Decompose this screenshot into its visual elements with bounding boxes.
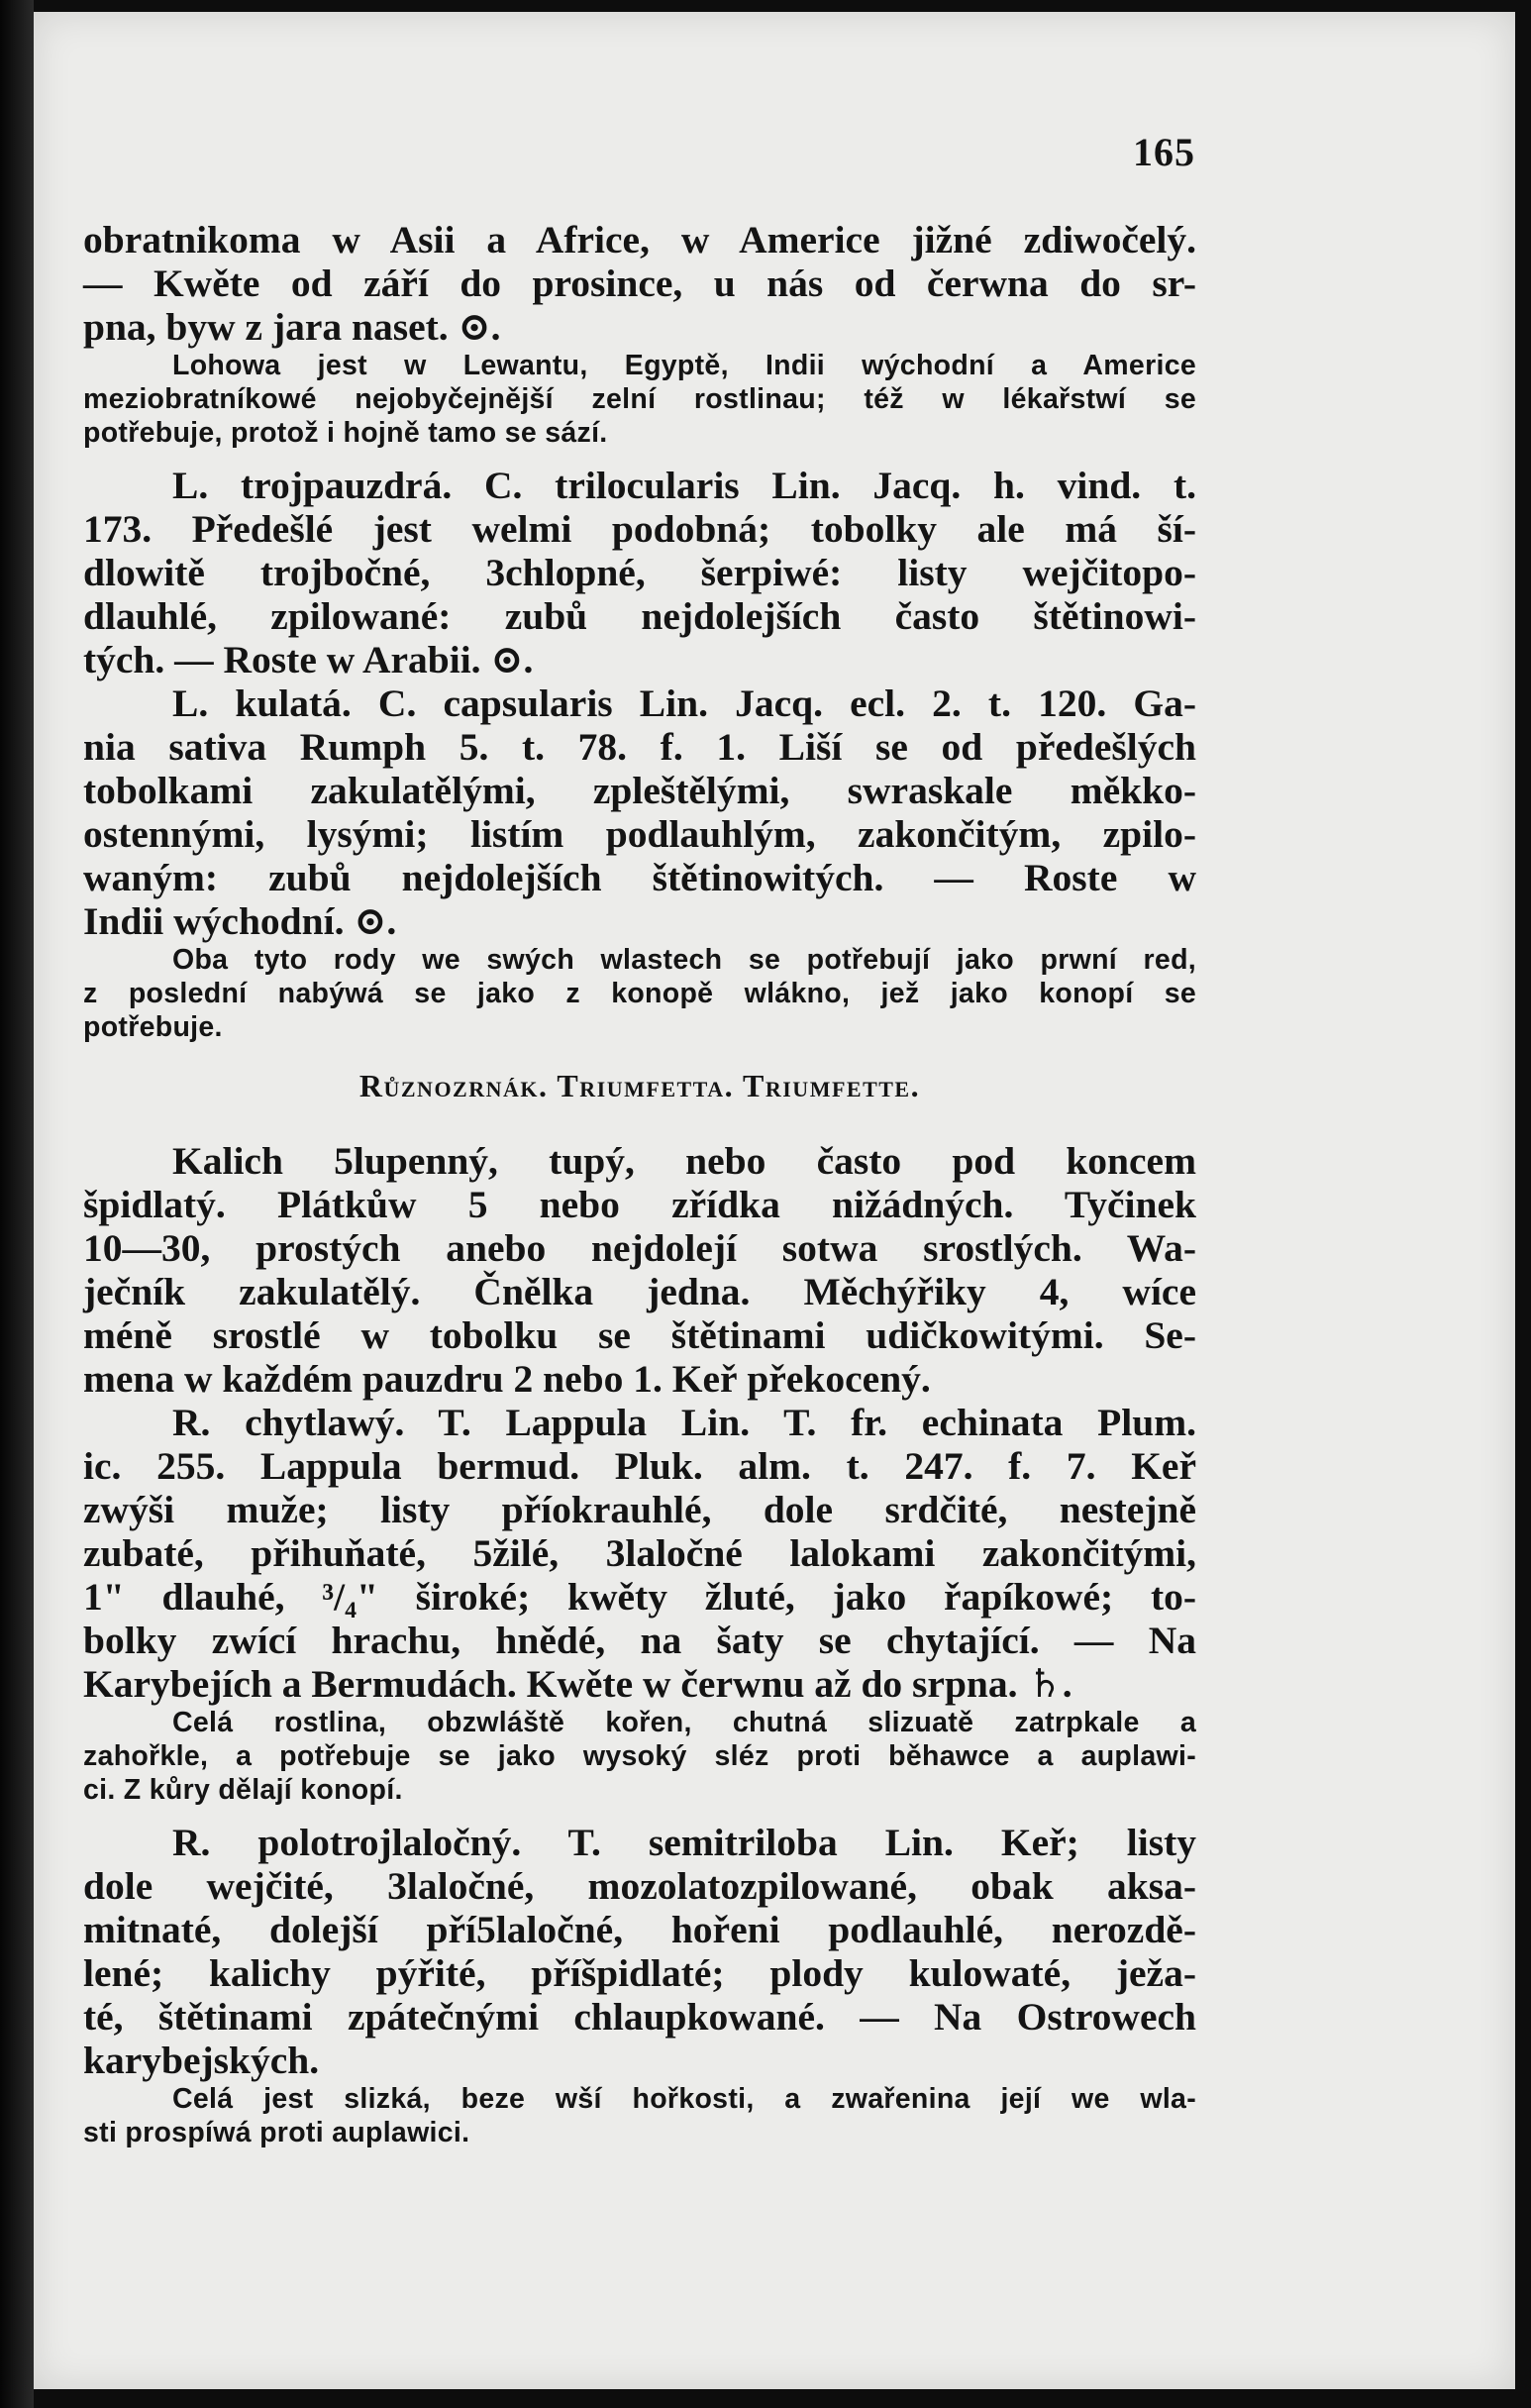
text-line: špidlatý. Plátkůw 5 nebo zřídka nižádných. Tyčinek xyxy=(83,1183,1196,1226)
text-line: — Kwěte od září do prosince, u nás od čerwna do sr- xyxy=(83,262,1196,305)
text-line: 173. Předešlé jest welmi podobná; tobolky ale má ší- xyxy=(83,507,1196,551)
spacer xyxy=(83,1807,1196,1821)
text-line: Karybejích a Bermudách. Kwěte w čerwnu až do srpna. ♄. xyxy=(83,1662,1072,1706)
text-line: L. kulatá. C. capsularis Lin. Jacq. ecl. 2. t. 120. Ga- xyxy=(172,681,1196,725)
text-line: tých. — Roste w Arabii. ⊙. xyxy=(83,638,534,681)
footnote-line: Oba tyto rody we swých wlastech se potřebují jako prwní red, xyxy=(172,944,1196,976)
spacer xyxy=(83,450,1196,464)
text-line: zubaté, přihuňaté, 5žilé, 3laločné lalokami zakončitými, xyxy=(83,1531,1196,1575)
text-line: dole wejčité, 3laločné, mozolatozpilowané, obak aksa- xyxy=(83,1864,1196,1908)
text-line: R. polotrojlaločný. T. semitriloba Lin. Keř; listy xyxy=(172,1821,1196,1864)
text-line: zwýši muže; listy příokrauhlé, dole srdčité, nestejně xyxy=(83,1488,1196,1531)
text-line: dlowitě trojbočné, 3chlopné, šerpiwé: listy wejčitopo- xyxy=(83,551,1196,594)
footnote-line: sti prospíwá proti auplawici. xyxy=(83,2117,470,2148)
text-line: obratnikoma w Asii a Africe, w Americe jižné zdiwočelý. xyxy=(83,218,1196,262)
text-line: R. chytlawý. T. Lappula Lin. T. fr. echinata Plum. xyxy=(172,1401,1196,1444)
footnote-line: meziobratníkowé nejobyčejnější zelní rostlinau; též w lékařstwí se xyxy=(83,383,1196,415)
text-line: mitnaté, dolejší pří5laločné, hořeni podlauhlé, nerozdě- xyxy=(83,1908,1196,1951)
footnote-line: potřebuje, protož i hojně tamo se sází. xyxy=(83,417,608,449)
text-line: méně srostlé w tobolku se štětinami udičkowitými. Se- xyxy=(83,1313,1196,1357)
footnote-line: zahořkle, a potřebuje se jako wysoký sléz proti běhawce a auplawi- xyxy=(83,1740,1196,1772)
footnote-line: Lohowa jest w Lewantu, Egyptě, Indii wýchodní a Americe xyxy=(172,350,1196,381)
text-line: ječník zakulatělý. Čnělka jedna. Měchýřiky 4, wíce xyxy=(83,1270,1196,1313)
page-text xyxy=(83,218,1196,2149)
footnote-line: potřebuje. xyxy=(83,1011,223,1043)
text-line: dlauhlé, zpilowané: zubů nejdolejších často štětinowi- xyxy=(83,594,1196,638)
text-line: mena w každém pauzdru 2 nebo 1. Keř překocený. xyxy=(83,1357,931,1401)
text-line: 10—30, prostých anebo nejdolejí sotwa srostlých. Wa- xyxy=(83,1226,1196,1270)
text-line: ostennými, lysými; listím podlauhlým, zakončitým, zpilo- xyxy=(83,812,1196,856)
page-number: 165 xyxy=(1133,130,1195,174)
text-line: lené; kalichy pýřité, příšpidlaté; plody kulowaté, ježa- xyxy=(83,1951,1196,1995)
footnote-line: z poslední nabýwá se jako z konopě wlákno, jež jako konopí se xyxy=(83,978,1196,1009)
footnote-line: ci. Z kůry dělají konopí. xyxy=(83,1774,403,1806)
text-line: bolky zwící hrachu, hnědé, na šaty se chytající. — Na xyxy=(83,1619,1196,1662)
text-line: tobolkami zakulatělými, zpleštělými, swraskale měkko- xyxy=(83,769,1196,812)
text-line: 1" dlauhé, ³/₄" široké; kwěty žluté, jako řapíkowé; to- xyxy=(83,1575,1196,1619)
footnote-line: Celá jest slizká, beze wší hořkosti, a zwařenina její we wla- xyxy=(172,2083,1196,2115)
text-line: nia sativa Rumph 5. t. 78. f. 1. Liší se od předešlých xyxy=(83,725,1196,769)
text-line: karybejských. xyxy=(83,2039,320,2082)
footnote-line: Celá rostlina, obzwláště kořen, chutná slizuatě zatrpkale a xyxy=(172,1707,1196,1738)
text-line: Indii wýchodní. ⊙. xyxy=(83,899,397,943)
text-line: L. trojpauzdrá. C. trilocularis Lin. Jacq. h. vind. t. xyxy=(172,464,1196,507)
text-line: pna, byw z jara naset. ⊙. xyxy=(83,305,501,349)
text-line: ic. 255. Lappula bermud. Pluk. alm. t. 247. f. 7. Keř xyxy=(83,1444,1196,1488)
text-line: waným: zubů nejdolejších štětinowitých. — Roste w xyxy=(83,856,1196,899)
text-line: Kalich 5lupenný, tupý, nebo často pod koncem xyxy=(172,1139,1196,1183)
section-heading: Různozrnák. Triumfetta. Triumfette. xyxy=(358,1068,921,1103)
text-line: té, štětinami zpátečnými chlaupkowané. — Na Ostrowech xyxy=(83,1995,1196,2039)
left-border xyxy=(0,0,34,2408)
